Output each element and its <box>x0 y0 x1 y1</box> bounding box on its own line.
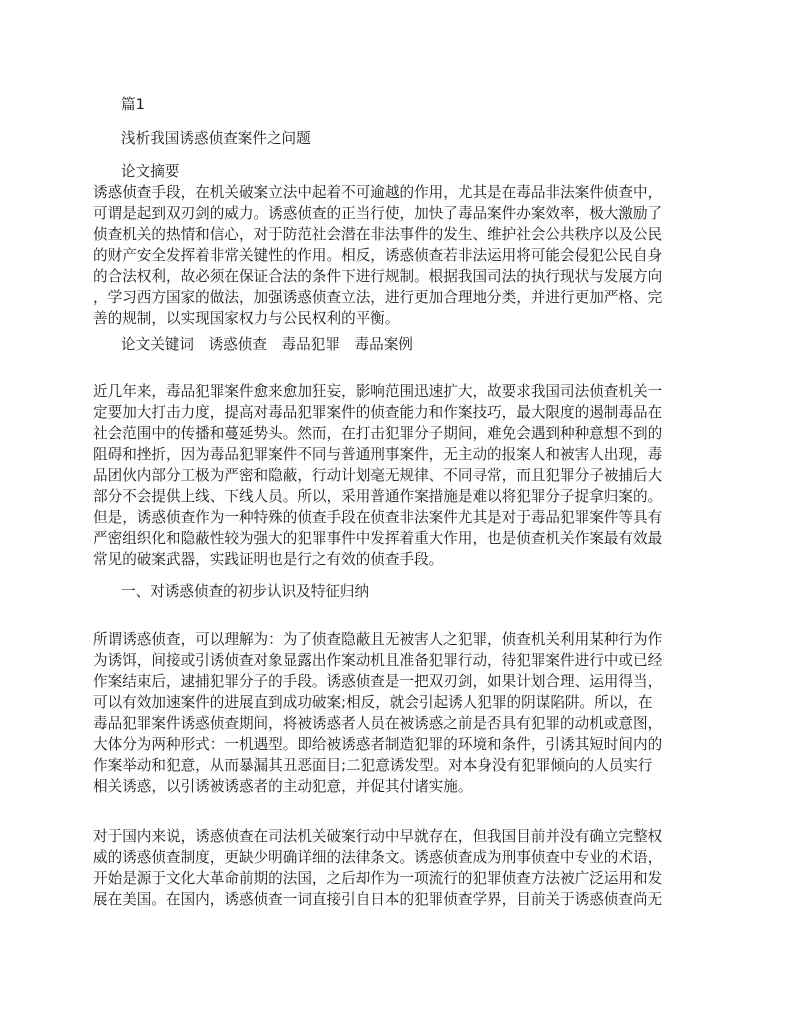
text-line: 大体分为两种形式：一机遇型。即给被诱惑者制造犯罪的环境和条件，引诱其短时间内的 <box>93 736 663 753</box>
text-line: 近几年来，毒品犯罪案件愈来愈加狂妄，影响范围迅速扩大，故要求我国司法侦查机关一 <box>93 383 663 400</box>
text-line: 的合法权利，故必须在保证合法的条件下进行规制。根据我国司法的执行现状与发展方向 <box>93 268 663 285</box>
text-line: 作案举动和犯意，从而暴漏其丑恶面目;二犯意诱发型。对本身没有犯罪倾向的人员实行 <box>93 757 653 774</box>
text-line: 善的规制，以实现国家权力与公民权利的平衡。 <box>93 310 400 327</box>
abstract-heading: 论文摘要 <box>121 163 180 180</box>
text-line: 社会范围中的传播和蔓延势头。然而，在打击犯罪分子期间，难免会遇到种种意想不到的 <box>93 425 663 442</box>
text-line: 的财产安全发挥着非常关键性的作用。相反，诱惑侦查若非法运用将可能会侵犯公民自身 <box>93 247 663 264</box>
keywords-line: 论文关键词 诱惑侦查 毒品犯罪 毒品案例 <box>121 336 413 353</box>
text-line: 开始是源于文化大革命前期的法国，之后却作为一项流行的犯罪侦查方法被广泛运用和发 <box>93 870 663 887</box>
text-line: 相关诱惑，以引诱被诱惑者的主动犯意，并促其付诸实施。 <box>93 778 473 795</box>
text-line: 威的诱惑侦查制度，更缺少明确详细的法律条文。诱惑侦查成为刑事侦查中专业的术语， <box>93 849 663 866</box>
text-line: 可谓是起到双刃剑的威力。诱惑侦查的正当行使，加快了毒品案件办案效率，极大激励了 <box>93 205 663 222</box>
text-line: 定要加大打击力度，提高对毒品犯罪案件的侦查能力和作案技巧，最大限度的遏制毒品在 <box>93 404 663 421</box>
text-line: 侦查机关的热情和信心，对于防范社会潜在非法事件的发生、维护社会公共秩序以及公民 <box>93 226 663 243</box>
text-line: ，学习西方国家的做法，加强诱惑侦查立法，进行更加合理地分类，并进行更加严格、完 <box>93 289 663 306</box>
text-line: 但是，诱惑侦查作为一种特殊的侦查手段在侦查非法案件尤其是对于毒品犯罪案件等具有 <box>93 509 663 526</box>
text-line: 部分不会提供上线、下线人员。所以，采用普通作案措施是难以将犯罪分子捉拿归案的。 <box>93 488 663 505</box>
text-line: 展在美国。在国内，诱惑侦查一词直接引自日本的犯罪侦查学界，目前关于诱惑侦查尚无 <box>93 891 663 908</box>
text-line: 阻碍和挫折，因为毒品犯罪案件不同与普通刑事案件，无主动的报案人和被害人出现，毒 <box>93 446 663 463</box>
text-line: 为诱饵，间接或引诱侦查对象显露出作案动机且准备犯罪行动，待犯罪案件进行中或已经 <box>93 652 663 669</box>
text-line: 常见的破案武器，实践证明也是行之有效的侦查手段。 <box>93 551 444 568</box>
text-line: 对于国内来说，诱惑侦查在司法机关破案行动中早就存在，但我国目前并没有确立完整权 <box>93 828 663 845</box>
text-line: 严密组织化和隐蔽性较为强大的犯罪事件中发挥着重大作用，也是侦查机关作案最有效最 <box>93 530 663 547</box>
text-line: 诱惑侦查手段，在机关破案立法中起着不可逾越的作用，尤其是在毒品非法案件侦查中， <box>93 184 663 201</box>
section1-heading: 一、对诱惑侦查的初步认识及特征归纳 <box>121 583 370 600</box>
paper-title: 浅析我国诱惑侦查案件之问题 <box>121 130 311 147</box>
text-line: 品团伙内部分工极为严密和隐蔽，行动计划毫无规律、不同寻常，而且犯罪分子被捕后大 <box>93 467 663 484</box>
text-line: 可以有效加速案件的进展直到成功破案;相反，就会引起诱人犯罪的阴谋陷阱。所以，在 <box>93 694 653 711</box>
text-line: 作案结束后，逮捕犯罪分子的手段。诱惑侦查是一把双刃剑，如果计划合理、运用得当， <box>93 673 663 690</box>
text-line: 毒品犯罪案件诱惑侦查期间，将被诱惑者人员在被诱惑之前是否具有犯罪的动机或意图， <box>93 715 663 732</box>
section-label: 篇1 <box>121 96 145 113</box>
text-line: 所谓诱惑侦查，可以理解为：为了侦查隐蔽且无被害人之犯罪，侦查机关利用某种行为作 <box>93 631 663 648</box>
